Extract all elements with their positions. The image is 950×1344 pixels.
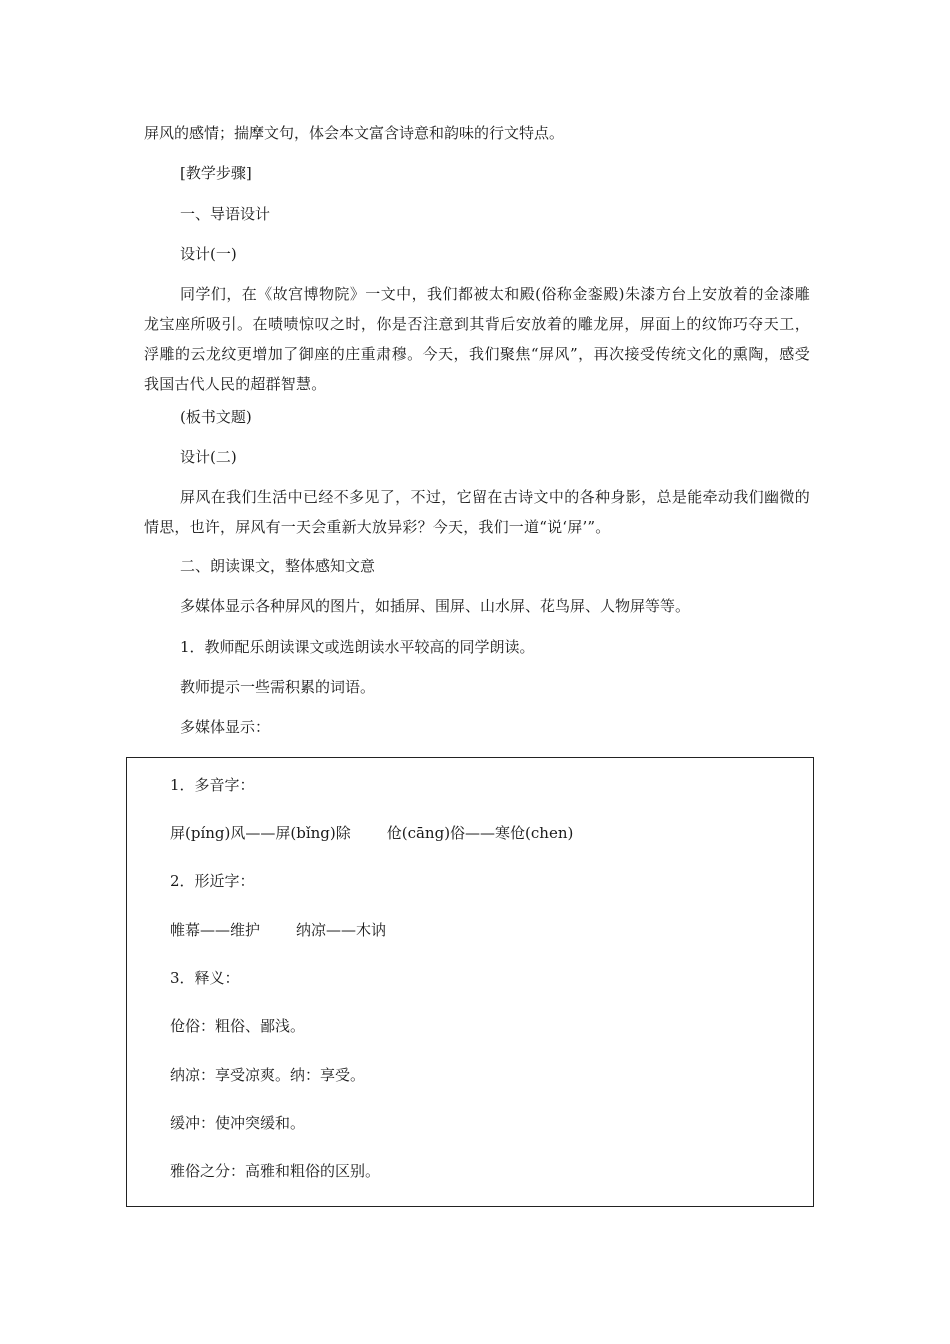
multimedia-show-line: 多媒体显示： — [180, 718, 271, 736]
design-1-heading: 设计(一) — [180, 245, 237, 263]
section-1-heading: 一、导语设计 — [180, 205, 271, 223]
design-2-heading: 设计(二) — [180, 448, 237, 466]
similar-chars-line — [170, 920, 386, 940]
design-2-paragraph: 屏风在我们生活中已经不多见了，不过，它留在古诗文中的各种身影，总是能牵动我们幽微的情思，也许，屏风有一天会重新大放异彩？今天，我们一道“说‘屏’”。 — [144, 488, 810, 536]
definition-huanchong: 缓冲：使冲突缓和。 — [170, 1114, 306, 1132]
design-1-paragraph: 同学们，在《故宫博物院》一文中，我们都被太和殿(俗称金銮殿)朱漆方台上安放着的金漆雕龙宝座所吸引。在啧啧惊叹之时，你是否注意到其背后安放着的雕龙屏，屏面上的纹饰巧夺天工，浮雕的云龙纹更增加了御座的庄重肃穆。今天，我们聚焦“屏风”，再次接受传统文化的熏陶，感受我国古代人民的超群智慧。 — [144, 285, 810, 393]
similar-chars-heading: 2．形近字： — [170, 872, 255, 890]
definition-cangsu: 伧俗：粗俗、鄙浅。 — [170, 1017, 306, 1035]
polyphonic-heading: 1．多音字： — [170, 776, 255, 794]
definition-naliang: 纳凉：享受凉爽。纳：享受。 — [170, 1066, 366, 1084]
polyphonic-item-cang: 伧(cāng)俗——寒伧(chen) — [386, 824, 574, 842]
definition-yasu: 雅俗之分：高雅和粗俗的区别。 — [170, 1162, 381, 1180]
multimedia-pictures-line: 多媒体显示各种屏风的图片，如插屏、围屏、山水屏、花鸟屏、人物屏等等。 — [180, 597, 691, 615]
board-title-note: (板书文题) — [180, 408, 252, 426]
intro-line: 屏风的感情；揣摩文句，体会本文富含诗意和韵味的行文特点。 — [144, 124, 565, 142]
polyphonic-item-ping: 屏(píng)风——屏(bǐng)除 — [170, 824, 351, 842]
step-1-line: 1．教师配乐朗读课文或选朗读水平较高的同学朗读。 — [180, 638, 535, 656]
teacher-hint-line: 教师提示一些需积累的词语。 — [180, 678, 376, 696]
polyphonic-line — [170, 823, 573, 843]
definitions-heading: 3．释义： — [170, 969, 240, 987]
teaching-steps-label: [教学步骤] — [180, 164, 252, 182]
similar-item-naliang: 纳凉——木讷 — [296, 921, 387, 939]
similar-item-weimu: 帷幕——维护 — [170, 921, 261, 939]
multimedia-content-box — [126, 757, 814, 1207]
section-2-heading: 二、朗读课文，整体感知文意 — [180, 557, 376, 575]
